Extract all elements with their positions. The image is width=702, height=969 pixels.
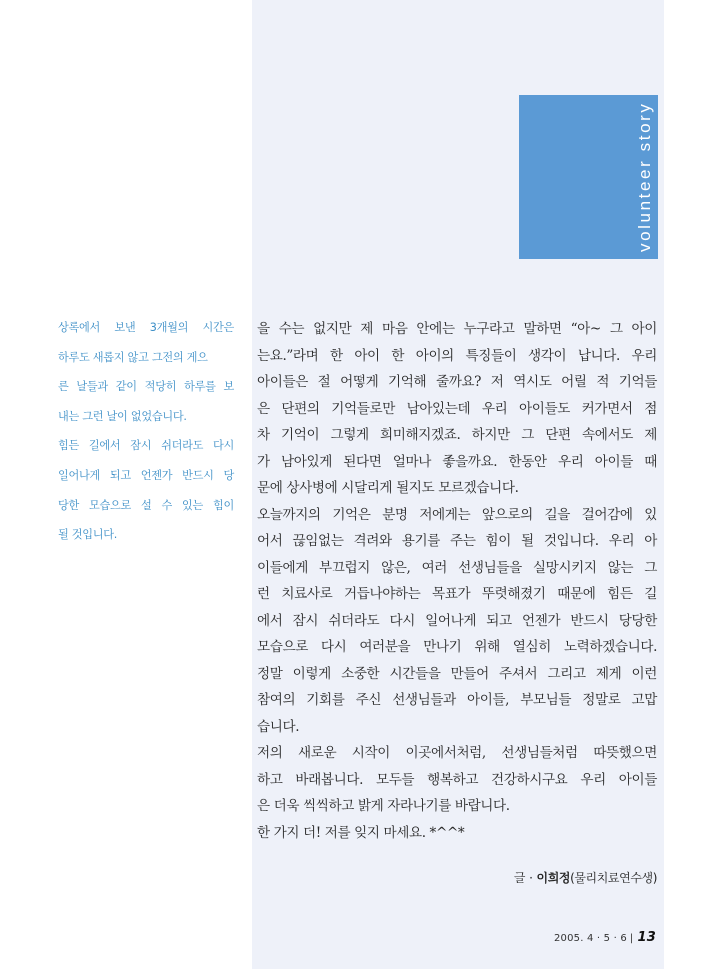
pull-quote-line: 일어나게 되고 언젠가 반드시 당 <box>58 468 234 482</box>
pull-quote-line: 내는 그런 날이 없었습니다. <box>58 409 187 423</box>
body-line: 는요.”라며 한 아이 한 아이의 특징들이 생각이 납니다. 우리 <box>257 347 657 364</box>
body-line: 을 수는 없지만 제 마음 안에는 누구라고 말하면 “아~ 그 아이 <box>257 321 657 337</box>
body-line: 오늘까지의 기억은 분명 저에게는 앞으로의 길을 걸어감에 있 <box>257 506 657 523</box>
pull-quote <box>58 313 234 550</box>
body-line: 습니다. <box>257 718 300 735</box>
pull-quote-line: 힘든 길에서 잠시 쉬더라도 다시 <box>58 439 234 453</box>
byline-separator: · <box>529 871 533 885</box>
pull-quote-line: 당한 모습으로 설 수 있는 힘이 <box>58 498 234 512</box>
body-line: 차 기억이 그렇게 희미해지겠죠. 하지만 그 단편 속에서도 제 <box>257 427 657 443</box>
body-line: 은 단편의 기억들로만 남아있는데 우리 아이들도 커가면서 점 <box>257 400 657 417</box>
section-tab-label: volunteer story <box>635 101 654 252</box>
body-line: 한 가지 더! 저를 잊지 마세요. *^^* <box>257 824 465 841</box>
footer-separator: | <box>629 933 634 944</box>
body-line: 정말 이렇게 소중한 시간들을 만들어 주셔서 그리고 제게 이런 <box>257 665 657 682</box>
pull-quote-line: 하루도 새롭지 않고 그전의 게으 <box>58 350 208 364</box>
body-line: 문에 상사병에 시달리게 될지도 모르겠습니다. <box>257 480 519 496</box>
byline-prefix: 글 <box>513 871 526 885</box>
author-affiliation: (물리치료연수생) <box>570 871 657 885</box>
author-name: 이희정 <box>536 871 571 885</box>
body-line: 이들에게 부끄럽지 않은, 여러 선생님들을 실망시키지 않는 그 <box>257 559 657 576</box>
body-line: 가 남아있게 된다면 얼마나 좋을까요. 한동안 우리 아이들 때 <box>257 453 657 470</box>
page-footer <box>554 930 656 945</box>
issue-date: 2005. 4 · 5 · 6 <box>553 933 627 944</box>
body-line: 하고 바래봅니다. 모두들 행복하고 건강하시구요 우리 아이들 <box>257 771 657 788</box>
body-line: 에서 잠시 쉬더라도 다시 일어나게 되고 언젠가 반드시 당당한 <box>257 612 657 629</box>
pull-quote-line: 될 것입니다. <box>58 528 118 542</box>
pull-quote-line: 른 날들과 같이 적당히 하루를 보 <box>58 380 234 394</box>
body-line: 참여의 기회를 주신 선생님들과 아이들, 부모님들 정말로 고맙 <box>257 692 657 708</box>
body-line: 아이들은 절 어떻게 기억해 줄까요? 저 역시도 어릴 적 기억들 <box>257 374 657 390</box>
body-line: 어서 끊임없는 격려와 용기를 주는 힘이 될 것입니다. 우리 아 <box>257 533 657 549</box>
author-byline <box>514 869 657 886</box>
body-line: 저의 새로운 시작이 이곳에서처럼, 선생님들처럼 따뜻했으면 <box>257 745 657 761</box>
article-body <box>257 316 657 846</box>
body-line: 런 치료사로 거듭나야하는 목표가 뚜렷해졌기 때문에 힘든 길 <box>257 586 657 602</box>
pull-quote-line: 상록에서 보낸 3개월의 시간은 <box>58 321 234 334</box>
body-line: 은 더욱 씩씩하고 밝게 자라나기를 바랍니다. <box>257 798 510 814</box>
body-line: 모습으로 다시 여러분을 만나기 위해 열심히 노력하겠습니다. <box>257 639 657 655</box>
page-number: 13 <box>637 930 656 945</box>
